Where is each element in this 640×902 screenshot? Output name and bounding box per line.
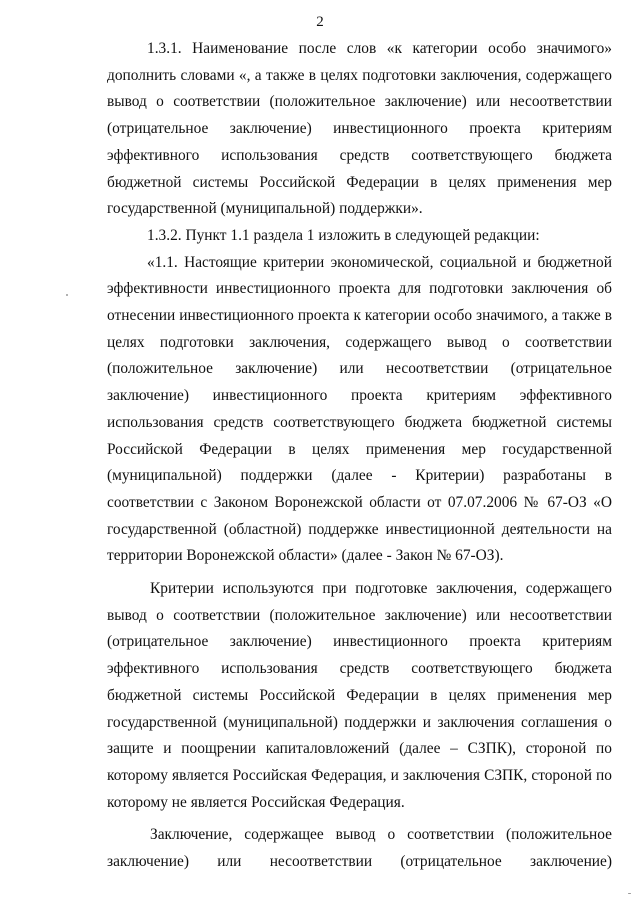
paragraph-conclusion: Заключение, содержащее вывод о соответствии (положительное заключение) или несоответствии (отрицательное заключение) [107, 826, 612, 871]
scan-speck [628, 893, 631, 894]
document-body [107, 36, 612, 876]
paragraph-1-3-1: 1.3.1. Наименование после слов «к категории особо значимого» дополнить словами «, а также в целях подготовки заключения, содержащего вывод о соответствии (положительное заключение) или несоответствии (отрицательное заключение) инвестиционного проекта критериям эффективного использования средств соответствующего бюджета бюджетной системы Российской Федерации в целях применения мер государственной (муниципальной) поддержки». [107, 40, 612, 218]
paragraph-1-1-quote: «1.1. Настоящие критерии экономической, социальной и бюджетной эффективности инвестиционного проекта для подготовки заключения об отнесении инвестиционного проекта к категории особо значимого, а также в целях подготовки заключения, содержащего вывод о соответствии (положительное заключение) или несоответствии (отрицательное заключение) инвестиционного проекта критериям эффективного использования средств соответствующего бюджета бюджетной системы Российской Федерации в целях применения мер государственной (муниципальной) поддержки (далее - Критерии) разработаны в соответствии с Законом Воронежской области от 07.07.2006 № 67-ОЗ «О государственной (областной) поддержке инвестиционной деятельности на территории Воронежской области» (далее - Закон № 67-ОЗ). [107, 253, 612, 565]
paragraph-criteria-usage: Критерии используются при подготовке заключения, содержащего вывод о соответствии (положительное заключение) или несоответствии (отрицательное заключение) инвестиционного проекта критериям эффективного использования средств соответствующего бюджета бюджетной системы Российской Федерации в целях применения мер государственной (муниципальной) поддержки и заключения соглашения о защите и поощрении капиталовложений (далее – СЗПК), стороной по которому является Российская Федерация, и заключения СЗПК, стороной по которому не является Российская Федерация. [107, 580, 612, 811]
scan-speck [66, 294, 68, 296]
paragraph-1-3-2: 1.3.2. Пункт 1.1 раздела 1 изложить в следующей редакции: [147, 226, 540, 244]
page-number: 2 [316, 14, 324, 30]
